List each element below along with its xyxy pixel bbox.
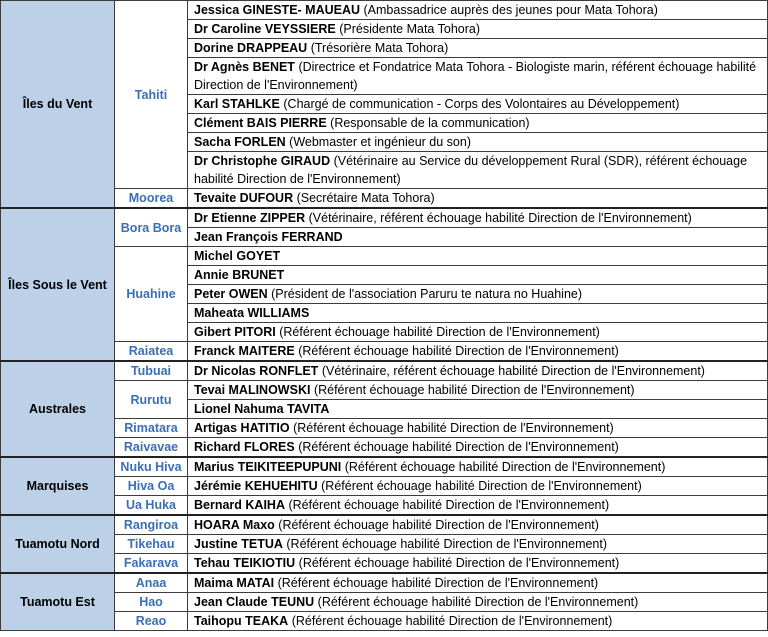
person-name: Maima MATAI: [194, 576, 275, 590]
island-cell: Raivavae: [115, 438, 188, 458]
table-row: [1, 496, 768, 516]
archipelago-cell: Australes: [1, 361, 115, 457]
island-cell: Tubuai: [115, 361, 188, 381]
person-cell: [188, 323, 768, 342]
person-cell: [188, 612, 768, 631]
table-row: [1, 573, 768, 593]
person-role: (Référent échouage habilité Direction de l'Environnement): [286, 537, 608, 551]
person-cell: [188, 152, 768, 189]
person-role: (Référent échouage habilité Direction de l'Environnement): [313, 383, 635, 397]
person-cell: [188, 477, 768, 496]
island-cell: Nuku Hiva: [115, 457, 188, 477]
person-role: (Ambassadrice auprès des jeunes pour Mata Tohora): [363, 3, 658, 17]
table-row: [1, 457, 768, 477]
island-cell: Tikehau: [115, 535, 188, 554]
person-cell: [188, 39, 768, 58]
person-cell: [188, 535, 768, 554]
person-cell: [188, 304, 768, 323]
island-cell: Huahine: [115, 247, 188, 342]
person-cell: [188, 400, 768, 419]
person-name: Jean Claude TEUNU: [194, 595, 315, 609]
person-role: (Vétérinaire, référent échouage habilité Direction de l'Environnement): [321, 364, 705, 378]
person-name: Jérémie KEHUEHITU: [194, 479, 318, 493]
table-row: [1, 535, 768, 554]
person-name: HOARA Maxo: [194, 518, 275, 532]
person-role: (Directrice et Fondatrice Mata Tohora - Biologiste marin, référent échouage habilité Direction de l'Environnement): [194, 60, 757, 92]
person-role: (Référent échouage habilité Direction de l'Environnement): [298, 344, 619, 358]
table-row: [1, 361, 768, 381]
person-cell: [188, 457, 768, 477]
person-role: (Responsable de la communication): [330, 116, 530, 130]
person-role: (Chargé de communication - Corps des Volontaires au Développement): [283, 97, 680, 111]
archipelago-cell: Marquises: [1, 457, 115, 515]
archipelago-cell: Îles Sous le Vent: [1, 208, 115, 361]
person-name: Dr Caroline VEYSSIERE: [194, 22, 336, 36]
person-role: (Secrétaire Mata Tohora): [296, 191, 435, 205]
person-role: (Président de l'association Paruru te natura no Huahine): [271, 287, 583, 301]
person-cell: [188, 133, 768, 152]
person-role: (Référent échouage habilité Direction de l'Environnement): [344, 460, 666, 474]
person-cell: [188, 496, 768, 516]
person-cell: [188, 573, 768, 593]
archipelago-cell: Îles du Vent: [1, 1, 115, 209]
contacts-table-body: [1, 1, 768, 631]
person-cell: [188, 285, 768, 304]
person-role: (Webmaster et ingénieur du son): [289, 135, 471, 149]
person-cell: [188, 593, 768, 612]
person-role: (Référent échouage habilité Direction de l'Environnement): [321, 479, 642, 493]
person-cell: [188, 438, 768, 458]
person-name: Clément BAIS PIERRE: [194, 116, 327, 130]
person-cell: [188, 247, 768, 266]
table-row: [1, 419, 768, 438]
person-cell: [188, 515, 768, 535]
person-role: (Référent échouage habilité Direction de l'Environnement): [317, 595, 639, 609]
person-role: (Référent échouage habilité Direction de l'Environnement): [293, 421, 614, 435]
table-row: [1, 612, 768, 631]
person-name: Richard FLORES: [194, 440, 295, 454]
island-cell: Rangiroa: [115, 515, 188, 535]
person-name: Peter OWEN: [194, 287, 268, 301]
person-role: (Référent échouage habilité Direction de l'Environnement): [288, 498, 610, 512]
island-cell: Rimatara: [115, 419, 188, 438]
person-name: Dr Etienne ZIPPER: [194, 211, 306, 225]
table-row: [1, 189, 768, 209]
island-cell: Hao: [115, 593, 188, 612]
person-name: Justine TETUA: [194, 537, 283, 551]
island-cell: Anaa: [115, 573, 188, 593]
person-name: Franck MAITERE: [194, 344, 295, 358]
person-name: Michel GOYET: [194, 249, 281, 263]
person-cell: [188, 114, 768, 133]
person-name: Karl STAHLKE: [194, 97, 280, 111]
person-role: (Référent échouage habilité Direction de l'Environnement): [277, 576, 599, 590]
person-cell: [188, 228, 768, 247]
person-name: Annie BRUNET: [194, 268, 285, 282]
person-name: Taihopu TEAKA: [194, 614, 289, 628]
person-name: Dr Agnès BENET: [194, 60, 295, 74]
island-cell: Tahiti: [115, 1, 188, 189]
table-row: [1, 208, 768, 228]
archipelago-cell: Tuamotu Nord: [1, 515, 115, 573]
person-name: Tevaite DUFOUR: [194, 191, 294, 205]
person-name: Maheata WILLIAMS: [194, 306, 310, 320]
person-role: (Référent échouage habilité Direction de l'Environnement): [291, 614, 613, 628]
table-row: [1, 438, 768, 458]
person-cell: [188, 361, 768, 381]
person-role: (Vétérinaire, référent échouage habilité Direction de l'Environnement): [308, 211, 692, 225]
archipelago-cell: Tuamotu Est: [1, 573, 115, 631]
person-name: Tehau TEIKIOTIU: [194, 556, 296, 570]
person-name: Dorine DRAPPEAU: [194, 41, 308, 55]
person-name: Sacha FORLEN: [194, 135, 286, 149]
person-name: Gibert PITORI: [194, 325, 276, 339]
person-name: Dr Nicolas RONFLET: [194, 364, 319, 378]
person-cell: [188, 189, 768, 209]
person-name: Dr Christophe GIRAUD: [194, 154, 331, 168]
person-cell: [188, 266, 768, 285]
table-row: [1, 554, 768, 574]
table-row: [1, 477, 768, 496]
person-role: (Présidente Mata Tohora): [339, 22, 481, 36]
person-cell: [188, 554, 768, 574]
person-cell: [188, 208, 768, 228]
person-name: Bernard KAIHA: [194, 498, 285, 512]
person-role: (Référent échouage habilité Direction de l'Environnement): [279, 325, 600, 339]
person-name: Jessica GINESTE- MAUEAU: [194, 3, 361, 17]
person-cell: [188, 381, 768, 400]
person-name: Marius TEIKITEEPUPUNI: [194, 460, 342, 474]
table-row: [1, 247, 768, 266]
island-cell: Fakarava: [115, 554, 188, 574]
person-role: (Vétérinaire au Service du développement Rural (SDR), référent échouage habilité Direction de l'Environnement): [194, 154, 748, 186]
person-name: Artigas HATITIO: [194, 421, 290, 435]
table-row: [1, 381, 768, 400]
person-cell: [188, 342, 768, 362]
island-cell: Rurutu: [115, 381, 188, 419]
person-name: Tevai MALINOWSKI: [194, 383, 311, 397]
person-name: Jean François FERRAND: [194, 230, 343, 244]
person-cell: [188, 58, 768, 95]
person-role: (Trésorière Mata Tohora): [310, 41, 449, 55]
island-cell: Reao: [115, 612, 188, 631]
person-role: (Référent échouage habilité Direction de l'Environnement): [298, 440, 619, 454]
person-cell: [188, 20, 768, 39]
person-cell: [188, 95, 768, 114]
person-cell: [188, 1, 768, 20]
island-cell: Hiva Oa: [115, 477, 188, 496]
island-cell: Moorea: [115, 189, 188, 209]
island-cell: Bora Bora: [115, 208, 188, 247]
person-cell: [188, 419, 768, 438]
island-cell: Ua Huka: [115, 496, 188, 516]
table-row: [1, 515, 768, 535]
person-role: (Référent échouage habilité Direction de l'Environnement): [278, 518, 599, 532]
table-row: [1, 593, 768, 612]
island-cell: Raiatea: [115, 342, 188, 362]
table-row: [1, 342, 768, 362]
table-row: [1, 1, 768, 20]
person-role: (Référent échouage habilité Direction de l'Environnement): [298, 556, 620, 570]
person-name: Lionel Nahuma TAVITA: [194, 402, 330, 416]
